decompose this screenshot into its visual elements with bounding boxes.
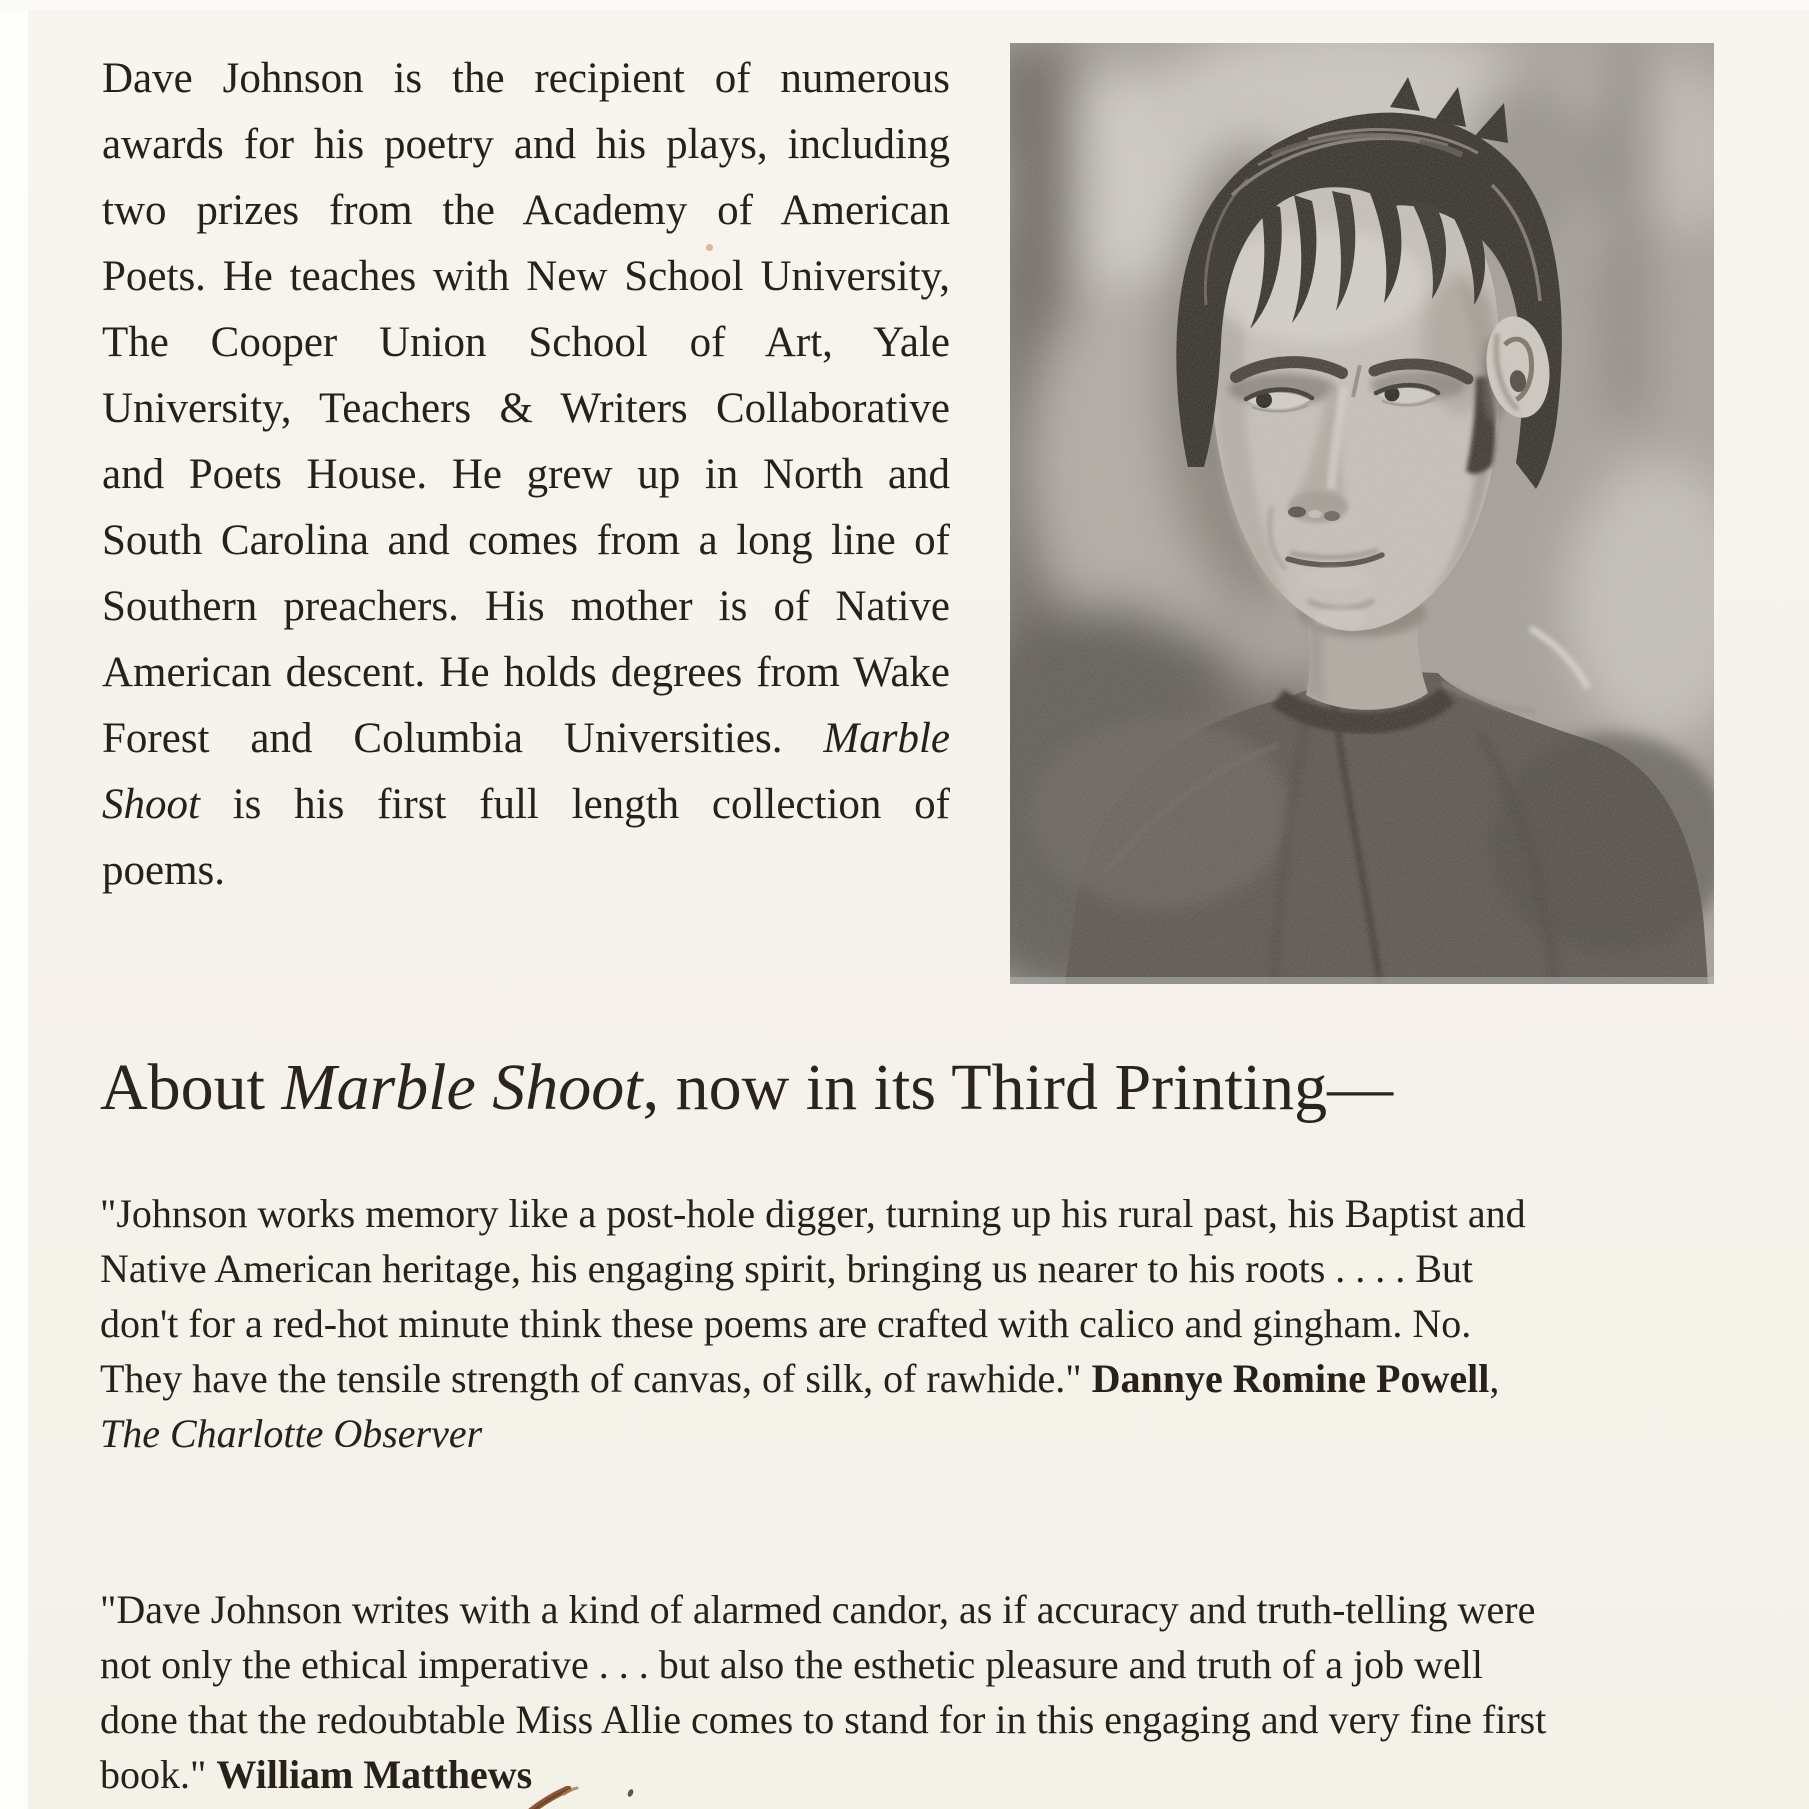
scan-speck-orange	[706, 244, 713, 251]
review-1-publication: The Charlotte Observer	[100, 1411, 483, 1456]
review-quote-powell	[100, 1186, 1560, 1461]
heading-text: About	[100, 1051, 282, 1124]
review-1-separator: ,	[1489, 1356, 1500, 1401]
section-heading	[100, 1046, 1393, 1130]
bio-text-end: is his first full length collection of poems.	[102, 781, 950, 894]
book-title-italic: Marble Shoot	[102, 715, 950, 828]
heading-book-title-italic: Marble Shoot	[281, 1051, 643, 1124]
scan-edge-left	[0, 0, 28, 1809]
review-2-text: "Dave Johnson writes with a kind of alarmed candor, as if accuracy and truth-telling were not only the ethical imperative . . . but also the esthetic pleasure and truth of a job well done that the redoubtable Miss Allie comes to stand for in this engaging and very fine first book."	[100, 1587, 1547, 1797]
quill-flourish-icon	[528, 1786, 580, 1809]
author-photo	[1010, 43, 1714, 984]
author-bio-paragraph	[102, 46, 950, 904]
author-photo-illustration	[1010, 43, 1714, 984]
review-1-reviewer: Dannye Romine Powell	[1091, 1356, 1490, 1401]
scan-edge-top	[0, 0, 1809, 10]
bio-text: Dave Johnson is the recipient of numerous awards for his poetry and his plays, including two prizes from the Academy of American Poets. He teaches with New School University, The Cooper Union School of Art, Yale University, Teachers & Writers Collaborative and Poets House. He grew up in North and South Carolina and comes from a long line of Southern preachers. His mother is of Native American descent. He holds degrees from Wake Forest and Columbia Universities.	[102, 55, 950, 762]
halftone-grain	[1010, 43, 1714, 984]
heading-text-end: , now in its Third Printing—	[642, 1051, 1394, 1124]
review-2-reviewer: William Matthews	[216, 1752, 533, 1797]
quill-flourish-mark	[528, 1786, 580, 1809]
review-quote-matthews	[100, 1582, 1560, 1802]
review-1-text: "Johnson works memory like a post-hole digger, turning up his rural past, his Baptist and Native American heritage, his engaging spirit, bringing us nearer to his roots . . . . But don't for a red-hot minute think these poems are crafted with calico and gingham. No. They have the tensile strength of canvas, of silk, of rawhide."	[100, 1191, 1526, 1401]
